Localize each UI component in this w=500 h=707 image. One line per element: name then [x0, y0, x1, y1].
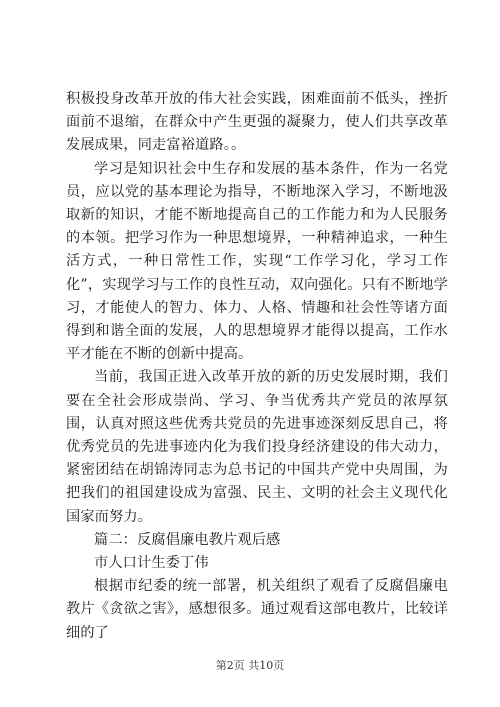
page-footer: 第2页 共10页 — [215, 659, 285, 672]
paragraph-continuation: 积极投身改革开放的伟大社会实践，困难面前不低头，挫折面前不退缩，在群众中产生更强的凝聚力，使人们共享改革发展成果，同走富裕道路。。 — [66, 91, 448, 154]
paragraph-learning: 学习是知识社会中生存和发展的基本条件，作为一名党员，应以党的基本理论为指导，不断地深入学习，不断地汲取新的知识，才能不断地提高自己的工作能力和为人民服务的本领。把学习作为一种思想境界，一种精神追求，一种生活方式，一种日常性工作，实现“工作学习化，学习工作化”，实现学习与工作的良性互动，双向强化。只有不断地学习，才能使人的智力、体力、人格、情趣和社会性等诸方面得到和谐全面的发展，人的思想境界才能得以提高，工作水平才能在不断的创新中提高。 — [66, 160, 448, 363]
paragraph-intro: 根据市纪委的统一部署，机关组织了观看了反腐倡廉电教片《贪欲之害》，感想很多。通过观看这部电教片，比较详细的了 — [66, 578, 448, 641]
document-body — [66, 88, 448, 645]
author-line: 市人口计生委丁伟 — [94, 555, 209, 572]
section-heading: 篇二：反腐倡廉电教片观后感 — [94, 531, 281, 548]
paragraph-current-period: 当前，我国正进入改革开放的新的历史发展时期，我们要在全社会形成崇尚、学习、争当优秀共产党员的浓厚氛围，认真对照这些优秀共党员的先进事迹深刻反思自己，将优秀党员的先进事迹内化为我们投身经济建设的伟大动力，紧密团结在胡锦涛同志为总书记的中国共产党中央周围，为把我们的祖国建设成为富强、民主、文明的社会主义现代化国家而努力。 — [66, 369, 448, 525]
